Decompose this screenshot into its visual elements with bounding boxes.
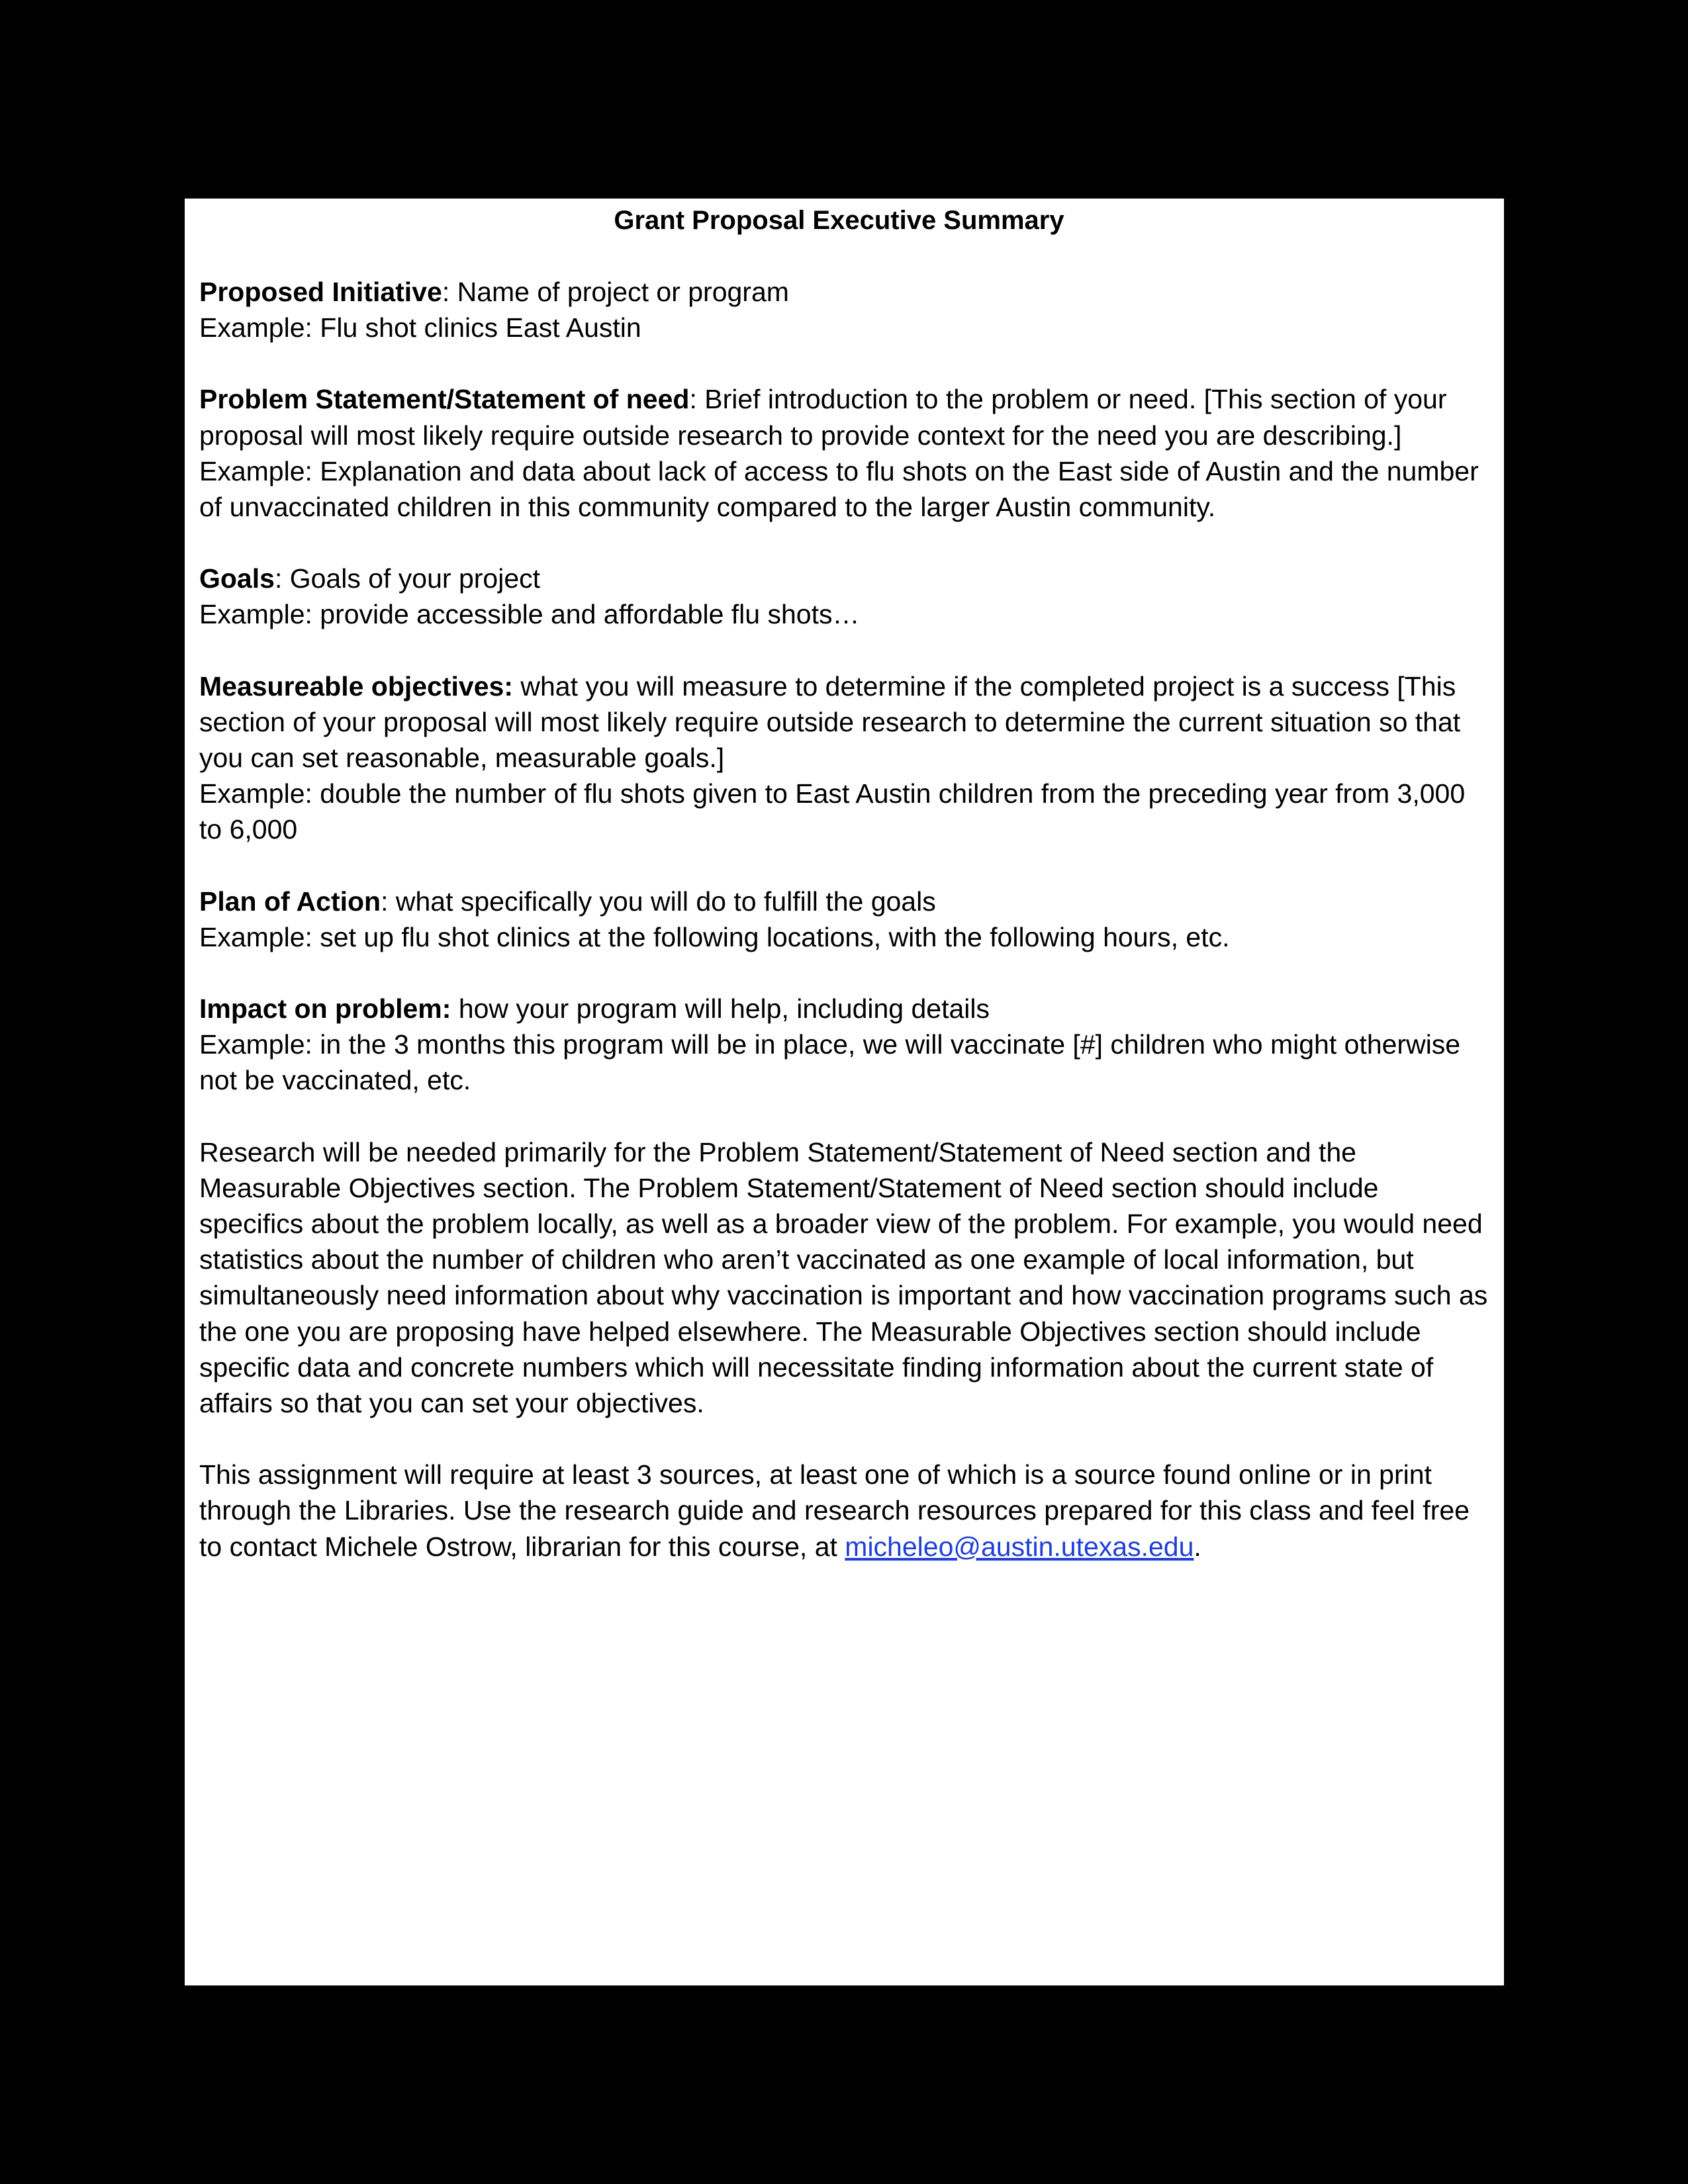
research-paragraph: Research will be needed primarily for the Problem Statement/Statement of Need section and the Measurable Objectives section. The Problem Statement/Statement of Need section should include specifics about the problem locally, as well as a broader view of the problem. For example, you would need statistics about the number of children who aren’t vaccinated as one example of local information, but simultaneously need information about why vaccination is important and how vaccination programs such as the one you are proposing have helped elsewhere. The Measurable Objectives section should include specific data and concrete numbers which will necessitate finding information about the current state of affairs so that you can set your objectives. (199, 1136, 1488, 1419)
section-example: Example: double the number of flu shots given to East Austin children from the preceding year from 3,000 to 6,000 (199, 778, 1466, 845)
section-plan-of-action (199, 884, 1489, 955)
librarian-email-link[interactable]: micheleo@austin.utexas.edu (845, 1531, 1194, 1562)
paragraph-spacer (199, 525, 1489, 561)
section-heading: Problem Statement/Statement of need (199, 384, 690, 415)
section-description: : Name of project or program (442, 277, 789, 307)
section-description: : Goals of your project (274, 563, 541, 594)
document-title: Grant Proposal Executive Summary (614, 206, 1064, 235)
assignment-text: This assignment will require at least 3 sources, at least one of which is a source found online or in print through the Libraries. Use the research guide and research resources prepared for this class and feel free to contact Michele Ostrow, librarian for this course, at (199, 1459, 1470, 1562)
section-example: Example: set up flu shot clinics at the following locations, with the following hours, etc. (199, 921, 1230, 952)
paragraph-spacer (199, 848, 1489, 884)
section-example: Example: provide accessible and affordable flu shots… (199, 599, 860, 630)
assignment-paragraph (199, 1457, 1489, 1565)
section-impact-on-problem (199, 991, 1489, 1099)
paragraph-spacer (199, 1099, 1489, 1134)
assignment-end: . (1194, 1531, 1201, 1562)
section-description: how your program will help, including details (451, 993, 990, 1024)
paragraph-spacer (199, 955, 1489, 991)
section-problem-statement (199, 381, 1489, 525)
section-heading: Proposed Initiative (199, 277, 442, 307)
section-heading: Impact on problem: (199, 993, 451, 1024)
paragraph-spacer (199, 1421, 1489, 1457)
section-measureable-objectives (199, 668, 1489, 848)
section-description: : what specifically you will do to fulfill the goals (381, 886, 936, 917)
paragraph-spacer (199, 633, 1489, 668)
section-example: Example: Explanation and data about lack of access to flu shots on the East side of Austin and the number of unvaccinated children in this community compared to the larger Austin community. (199, 455, 1479, 523)
section-example: Example: Flu shot clinics East Austin (199, 312, 641, 343)
section-heading: Plan of Action (199, 886, 381, 917)
paragraph-spacer (199, 345, 1489, 381)
section-example: Example: in the 3 months this program will be in place, we will vaccinate [#] children who might otherwise not be vaccinated, etc. (199, 1029, 1461, 1096)
section-proposed-initiative (199, 274, 1489, 345)
section-heading: Measureable objectives: (199, 670, 513, 702)
section-goals (199, 561, 1489, 632)
section-description: : Brief introduction to the problem or need. [This section of your proposal will most likely require outside research to provide context for the need you are describing.] (199, 384, 1447, 451)
section-heading: Goals (199, 563, 275, 594)
document-page (185, 199, 1504, 1985)
section-description: what you will measure to determine if the completed project is a success [This section of your proposal will most likely require outside research to determine the current situation so that you can set reasonable, measurable goals.] (199, 670, 1461, 774)
